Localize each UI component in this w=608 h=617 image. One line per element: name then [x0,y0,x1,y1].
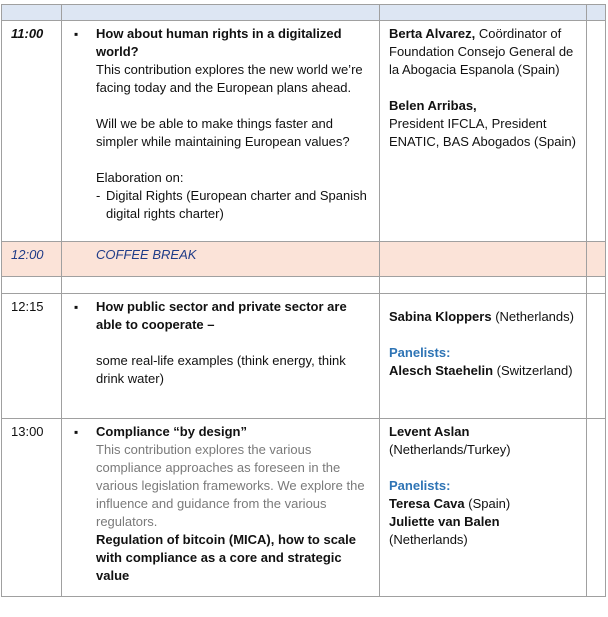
spacer-row [2,277,606,294]
agenda-row-1300 [2,419,606,597]
speaker-role: Coördinator of Foundation Consejo General de la Abogacia Espanola (Spain) [389,26,574,77]
elaboration-item-text: Digital Rights (European charter and Spanish digital rights charter) [106,188,367,221]
agenda-row-coffee [2,242,606,277]
time-cell [2,242,62,277]
session-question: Will we be able to make things faster and simpler while maintaining European values? [96,116,350,149]
speaker-cell [380,242,587,277]
session-title: Compliance “by design” [96,424,247,439]
agenda-row-1215 [2,294,606,419]
extra-cell [587,419,606,597]
panelist-1 [389,495,582,513]
speaker-country: (Netherlands/Turkey) [389,442,511,457]
extra-cell [587,294,606,419]
spacer-cell [62,277,380,294]
header-cell-time [2,5,62,21]
speaker-1 [389,25,582,79]
header-row [2,5,606,21]
session-description: This contribution explores the new world we’re facing today and the European plans ahead. [96,62,363,95]
speaker-country: (Netherlands) [495,309,574,324]
header-cell-topic [62,5,380,21]
dash-glyph: - [96,188,101,203]
session-description: some real-life examples (think energy, think drink water) [96,353,346,386]
panelists-label: Panelists: [389,478,451,493]
speaker-name: Sabina Kloppers [389,309,492,324]
panelists-label: Panelists: [389,345,451,360]
speaker-name: Levent Aslan [389,424,470,439]
topic-cell [62,294,380,419]
panelist-country: (Spain) [468,496,511,511]
agenda-table [1,4,605,615]
speaker-role: President IFCLA, President ENATIC, BAS Abogados (Spain) [389,116,576,149]
panelist-name: Juliette van Balen [389,514,500,529]
topic-cell [62,419,380,597]
bullet-icon: ▪ [74,27,79,41]
extra-cell [587,21,606,242]
time-label: 13:00 [11,424,44,439]
speaker-cell [380,294,587,419]
topic-cell [62,242,380,277]
extra-cell [587,242,606,277]
agenda-row-1100 [2,21,606,242]
time-cell [2,294,62,419]
speaker-cell [380,419,587,597]
time-cell [2,419,62,597]
time-label: 11:00 [11,26,44,41]
coffee-break-label: COFFEE BREAK [96,247,197,262]
speaker-name: Belen Arribas, [389,98,477,113]
speaker-cell [380,21,587,242]
session-highlight: Regulation of bitcoin (MICA), how to scale with compliance as a core and strategic value [96,532,356,583]
panelist-country: (Switzerland) [496,363,573,378]
speaker-name: Berta Alvarez, [389,26,476,41]
topic-cell [62,21,380,242]
panelist-country: (Netherlands) [389,532,468,547]
time-label: 12:00 [11,247,44,262]
header-cell-speaker [380,5,587,21]
time-cell [2,21,62,242]
bullet-icon: ▪ [74,425,79,439]
header-cell-extra [587,5,606,21]
session-description: This contribution explores the various compliance approaches as foreseen in the various legislation frameworks. We explore the influence and guidance from the various regulators. [96,442,365,529]
elaboration-item [96,187,375,223]
spacer-cell [2,277,62,294]
session-title: How about human rights in a digitalized world? [96,26,342,59]
panelist-1 [389,362,582,380]
speaker-1 [389,308,582,326]
time-label: 12:15 [11,299,44,314]
elaboration-label: Elaboration on: [96,170,184,185]
bullet-icon: ▪ [74,300,79,314]
spacer-cell [587,277,606,294]
panelist-name: Teresa Cava [389,496,465,511]
session-title: How public sector and private sector are able to cooperate – [96,299,347,332]
spacer-cell [380,277,587,294]
panelist-name: Alesch Staehelin [389,363,494,378]
